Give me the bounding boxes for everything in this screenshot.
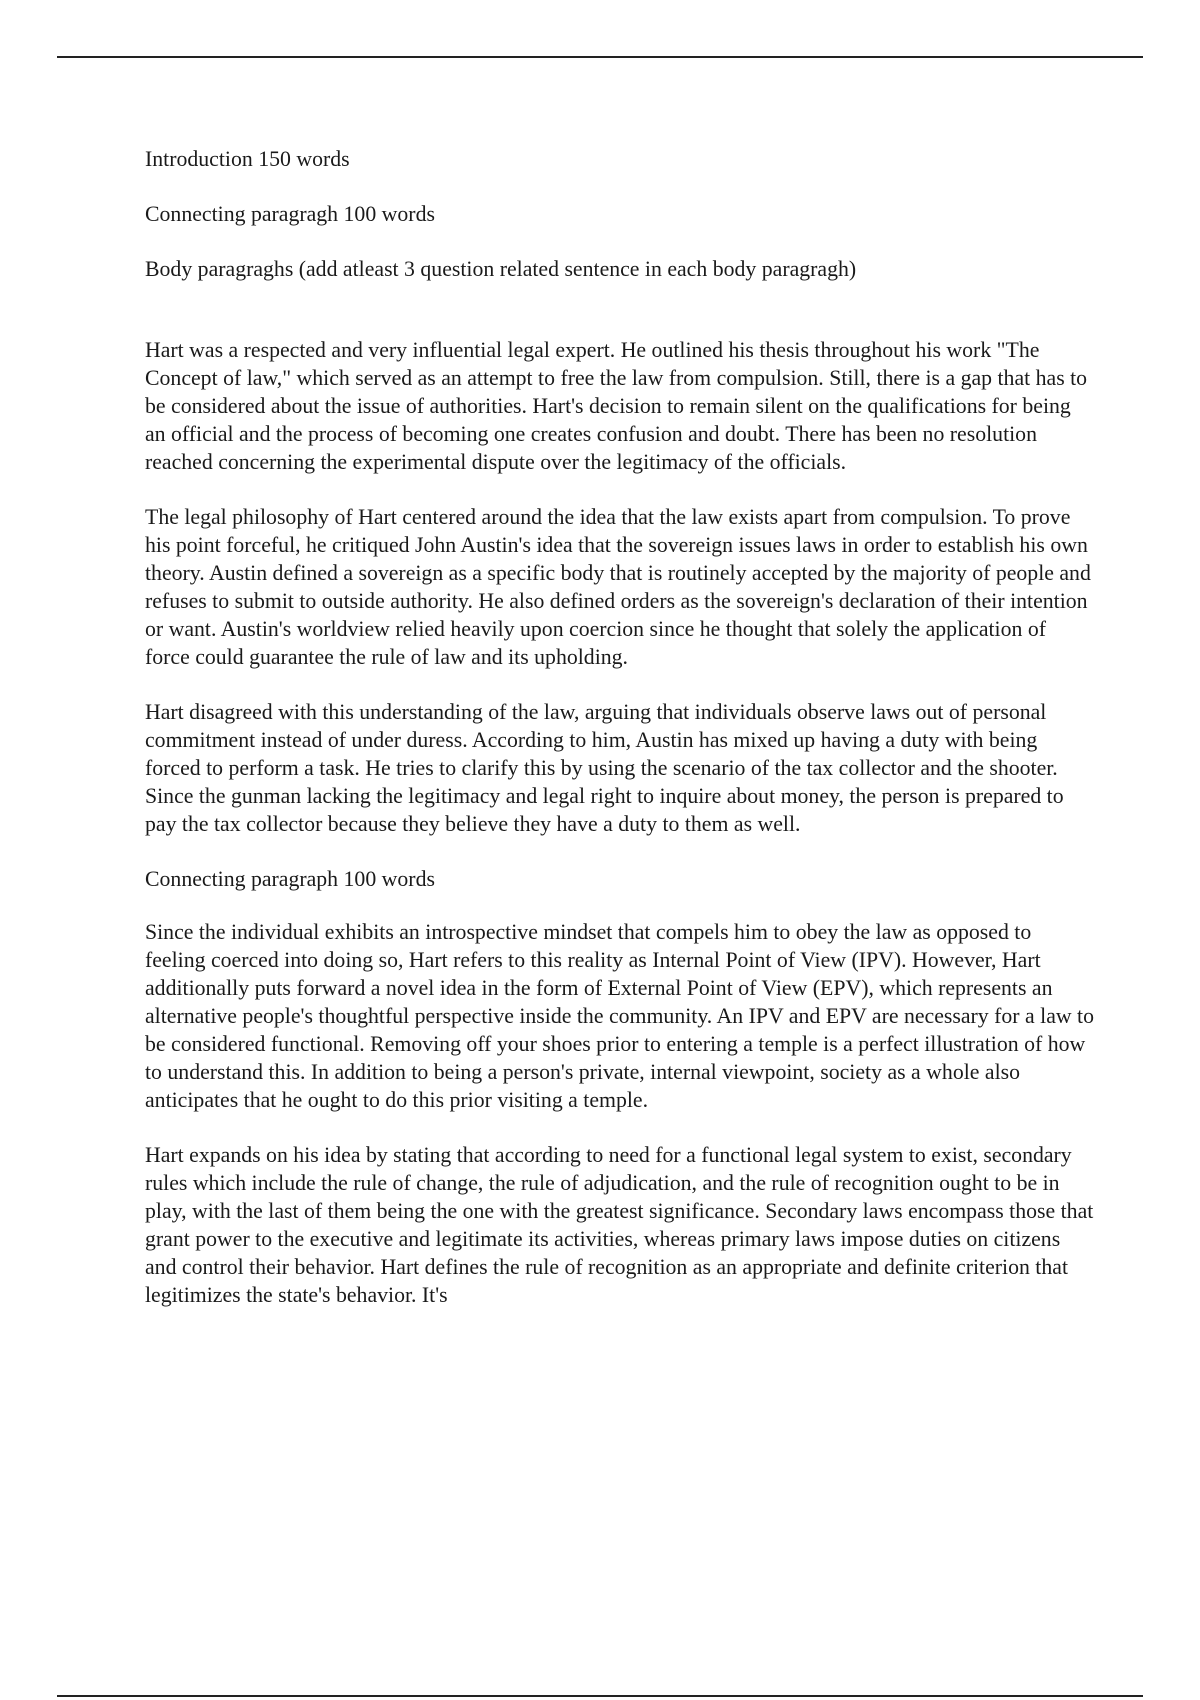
paragraph-hart-disagreed: Hart disagreed with this understanding of the law, arguing that individuals observe laws out of personal commitment instead of under duress. According to him, Austin has mixed up having a duty with being forced to perform a task. He tries to clarify this by using the scenario of the tax collector and the shooter. Since the gunman lacking the legitimacy and legal right to inquire about money, the person is prepared to pay the tax collector because they believe they have a duty to them as well. bbox=[145, 700, 1064, 836]
top-page-rule bbox=[57, 56, 1143, 58]
paragraph-secondary-rules: Hart expands on his idea by stating that according to need for a functional legal system to exist, secondary rules which include the rule of change, the rule of adjudication, and the rule of recognition ought to be in play, with the last of them being the one with the greatest significance. Secondary laws encompass those that grant power to the executive and legitimate its activities, whereas primary laws impose duties on citizens and control their behavior. Hart defines the rule of recognition as an appropriate and definite criterion that legitimizes the state's behavior. It's bbox=[145, 1143, 1094, 1307]
outline-body-paragraphs: Body paragraghs (add atleast 3 question related sentence in each body paragragh) bbox=[145, 257, 857, 281]
bottom-page-rule bbox=[57, 1695, 1143, 1697]
paragraph-legal-philosophy: The legal philosophy of Hart centered around the idea that the law exists apart from compulsion. To prove his point forceful, he critiqued John Austin's idea that the sovereign issues laws in order to establish his own theory. Austin defined a sovereign as a specific body that is routinely accepted by the majority of people and refuses to submit to outside authority. He also defined orders as the sovereign's declaration of their intention or want. Austin's worldview relied heavily upon coercion since he thought that solely the application of force could guarantee the rule of law and its upholding. bbox=[145, 505, 1091, 669]
document-body bbox=[145, 145, 1095, 1336]
paragraph-hart-intro: Hart was a respected and very influential legal expert. He outlined his thesis throughout his work "The Concept of law," which served as an attempt to free the law from compulsion. Still, there is a gap that has to be considered about the issue of authorities. Hart's decision to remain silent on the qualifications for being an official and the process of becoming one creates confusion and doubt. There has been no resolution reached concerning the experimental dispute over the legitimacy of the officials. bbox=[145, 338, 1088, 474]
paragraph-internal-point-of-view: Since the individual exhibits an introspective mindset that compels him to obey the law as opposed to feeling coerced into doing so, Hart refers to this reality as Internal Point of View (IPV). However, Hart additionally puts forward a novel idea in the form of External Point of View (EPV), which represents an alternative people's thoughtful perspective inside the community. An IPV and EPV are necessary for a law to be considered functional. Removing off your shoes prior to entering a temple is a perfect illustration of how to understand this. In addition to being a person's private, internal viewpoint, society as a whole also anticipates that he ought to do this prior visiting a temple. bbox=[145, 920, 1095, 1112]
outline-introduction: Introduction 150 words bbox=[145, 147, 350, 171]
connecting-paragraph-label: Connecting paragraph 100 words bbox=[145, 867, 435, 891]
outline-connecting-paragraph: Connecting paragragh 100 words bbox=[145, 202, 435, 226]
